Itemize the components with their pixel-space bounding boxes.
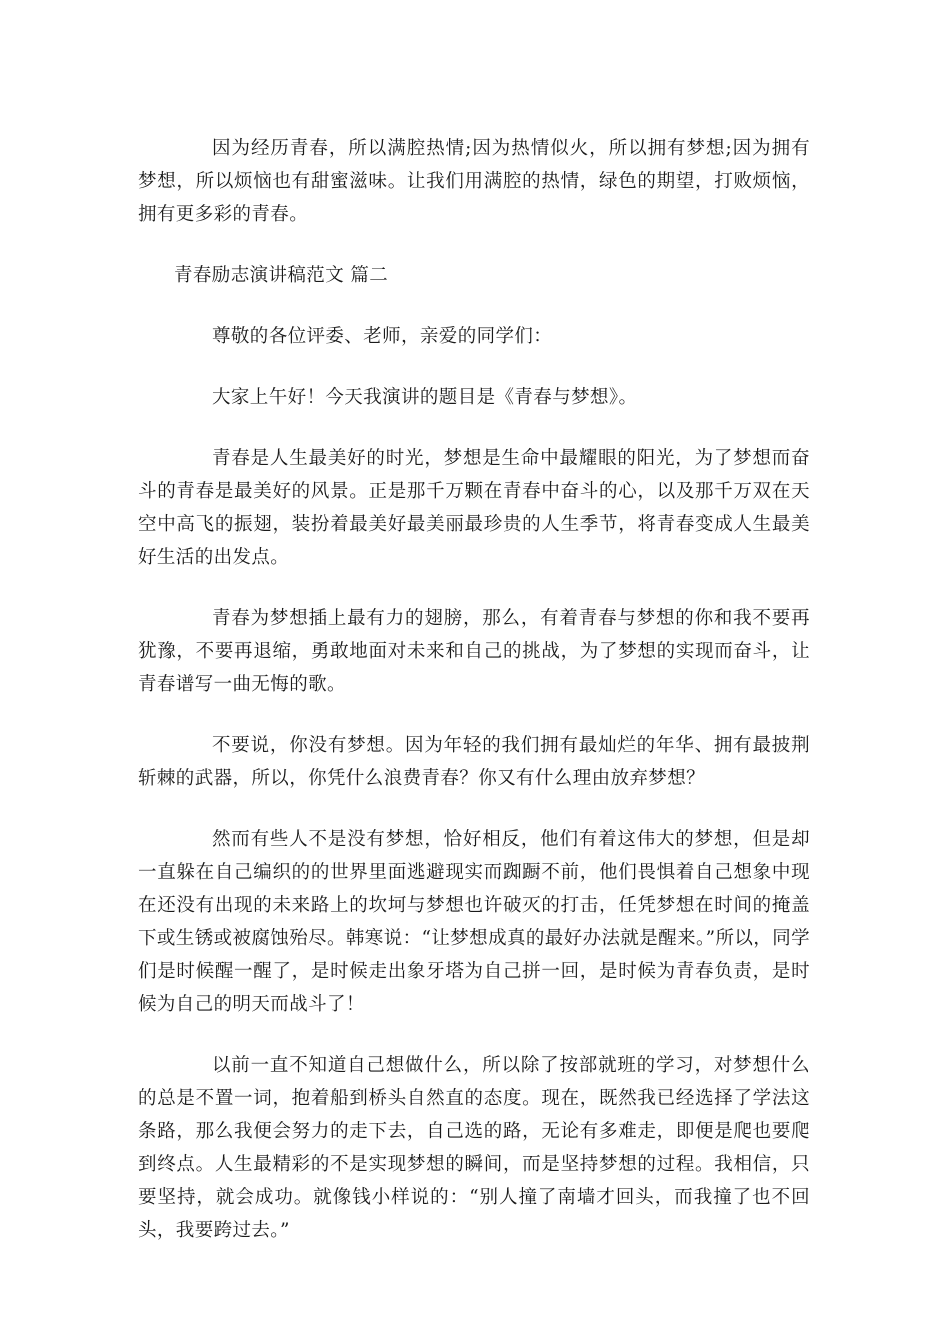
- paragraph-body-5: 以前一直不知道自己想做什么，所以除了按部就班的学习，对梦想什么的总是不置一词，抱着船到桥头自然直的态度。现在，既然我已经选择了学法这条路，那么我便会努力的走下去，自己选的路，无论有多难走，即便是爬也要爬到终点。人生最精彩的不是实现梦想的瞬间，而是坚持梦想的过程。我相信，只要坚持，就会成功。就像钱小样说的：“别人撞了南墙才回头，而我撞了也不回头，我要跨过去。”: [138, 1055, 810, 1241]
- paragraph-intro: 因为经历青春，所以满腔热情;因为热情似火，所以拥有梦想;因为拥有梦想，所以烦恼也有甜蜜滋味。让我们用满腔的热情，绿色的期望，打败烦恼，拥有更多彩的青春。: [138, 138, 810, 225]
- document-body: [138, 132, 810, 1275]
- paragraph-body-1: 青春是人生最美好的时光，梦想是生命中最耀眼的阳光，为了梦想而奋斗的青春是最美好的风景。正是那千万颗在青春中奋斗的心，以及那千万双在天空中高飞的振翅，装扮着最美好最美丽最珍贵的人生季节，将青春变成人生最美好生活的出发点。: [138, 448, 810, 568]
- section-heading: 青春励志演讲稿范文 篇二: [174, 265, 389, 286]
- paragraph-body-3: 不要说，你没有梦想。因为年轻的我们拥有最灿烂的年华、拥有最披荆斩棘的武器，所以，你凭什么浪费青春？你又有什么理由放弃梦想？: [138, 735, 810, 789]
- paragraph-body-2: 青春为梦想插上最有力的翅膀，那么，有着青春与梦想的你和我不要再犹豫，不要再退缩，勇敢地面对未来和自己的挑战，为了梦想的实现而奋斗，让青春谱写一曲无悔的歌。: [138, 608, 810, 695]
- paragraph-body-4: 然而有些人不是没有梦想，恰好相反，他们有着这伟大的梦想，但是却一直躲在自己编织的的世界里面逃避现实而踟蹰不前，他们畏惧着自己想象中现在还没有出现的未来路上的坎坷与梦想也许破灭的打击，任凭梦想在时间的掩盖下或生锈或被腐蚀殆尽。韩寒说：“让梦想成真的最好办法就是醒来。”所以，同学们是时候醒一醒了，是时候走出象牙塔为自己拼一回，是时候为青春负责，是时候为自己的明天而战斗了！: [138, 829, 810, 1015]
- paragraph-salutation: 尊敬的各位评委、老师，亲爱的同学们：: [212, 326, 553, 347]
- paragraph-greeting: 大家上午好！今天我演讲的题目是《青春与梦想》。: [212, 387, 638, 408]
